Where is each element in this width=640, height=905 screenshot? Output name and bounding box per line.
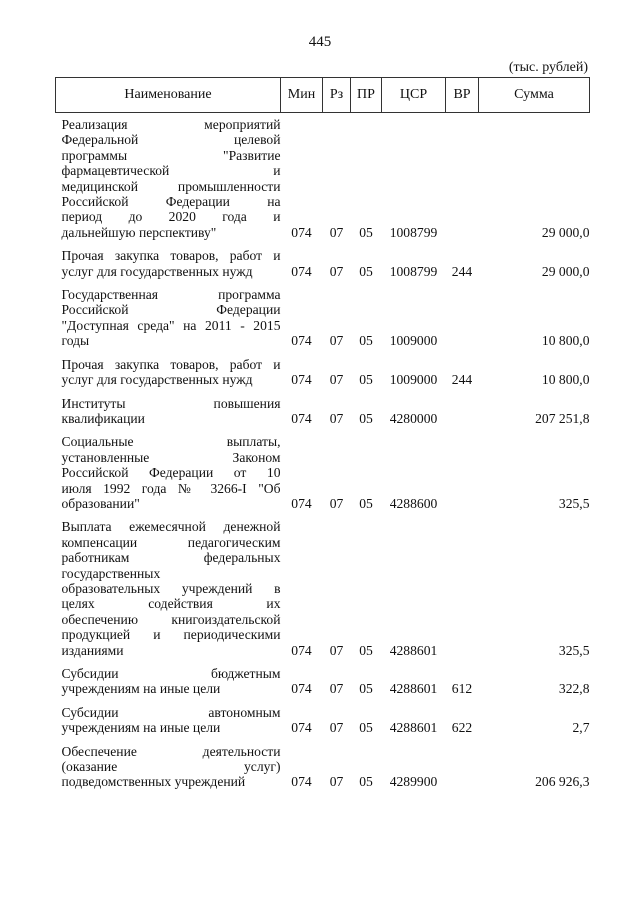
- row-rz: 07: [329, 410, 344, 426]
- row-name-line: образовательных учреждений в: [61, 580, 281, 596]
- table-header-row: [56, 78, 590, 113]
- header-rz: Рз: [323, 78, 351, 113]
- table-row: [56, 113, 590, 249]
- row-rz: 07: [329, 372, 344, 388]
- row-pr: 05: [359, 774, 373, 790]
- table-row: [56, 666, 590, 705]
- row-name: [56, 396, 281, 435]
- row-name-line: Социальные выплаты,: [61, 434, 281, 450]
- row-name-line: Государственная программа: [61, 287, 281, 303]
- budget-table: [55, 77, 590, 798]
- row-name-line: период до 2020 года и: [61, 209, 281, 225]
- row-name-line: подведомственных учреждений: [61, 774, 246, 790]
- row-name-line: компенсации педагогическим: [61, 534, 281, 550]
- row-min: 074: [291, 333, 312, 349]
- row-csr: 4280000: [389, 410, 438, 426]
- row-name-line: изданиями: [61, 642, 124, 658]
- row-sum: 325,5: [558, 642, 590, 658]
- row-sum: 2,7: [572, 720, 590, 736]
- row-pr: 05: [359, 495, 373, 511]
- row-name: [56, 357, 281, 396]
- row-csr: 1009000: [389, 372, 438, 388]
- row-name-line: Прочая закупка товаров, работ и: [61, 248, 281, 264]
- row-pr: 05: [359, 410, 373, 426]
- row-name-line: Субсидии автономным: [61, 704, 281, 720]
- row-name: [56, 744, 281, 798]
- row-sum: 29 000,0: [541, 263, 590, 279]
- row-pr: 05: [359, 642, 373, 658]
- row-name-line: программы "Развитие: [61, 147, 281, 163]
- row-min: 074: [291, 372, 312, 388]
- table-row: [56, 434, 590, 519]
- row-sum: 206 926,3: [535, 774, 590, 790]
- row-vr: 612: [451, 681, 473, 697]
- row-name-line: образовании": [61, 495, 140, 511]
- row-pr: 05: [359, 372, 373, 388]
- row-name: [56, 666, 281, 705]
- row-csr: 4289900: [389, 774, 438, 790]
- row-name-line: Реализация мероприятий: [61, 117, 281, 132]
- row-name-line: услуг для государственных нужд: [61, 263, 253, 279]
- row-sum: 207 251,8: [535, 410, 590, 426]
- row-sum: 322,8: [558, 681, 590, 697]
- row-name-line: Выплата ежемесячной денежной: [61, 519, 281, 535]
- row-sum: 10 800,0: [541, 333, 590, 349]
- row-min: 074: [291, 720, 312, 736]
- row-rz: 07: [329, 263, 344, 279]
- row-name-line: государственных: [61, 565, 161, 581]
- page-number: 445: [308, 34, 332, 50]
- row-name-line: Субсидии бюджетным: [61, 666, 281, 681]
- row-name-line: Прочая закупка товаров, работ и: [61, 356, 281, 372]
- row-name-line: квалификации: [61, 410, 145, 426]
- table-row: [56, 396, 590, 435]
- row-pr: 05: [359, 681, 373, 697]
- row-sum: 29 000,0: [541, 224, 590, 240]
- row-name-line: дальнейшую перспективу": [61, 224, 217, 240]
- row-min: 074: [291, 224, 312, 240]
- row-name-line: услуг для государственных нужд: [61, 372, 253, 388]
- table-row: [56, 248, 590, 287]
- row-sum: 10 800,0: [541, 372, 590, 388]
- header-name: Наименование: [56, 78, 281, 113]
- row-csr: 1009000: [389, 333, 438, 349]
- row-csr: 4288600: [389, 495, 438, 511]
- row-csr: 4288601: [389, 720, 438, 736]
- row-name-line: фармацевтической и: [61, 163, 281, 179]
- row-name: [56, 519, 281, 666]
- header-vr: ВР: [446, 78, 479, 113]
- row-name-line: учреждениям на иные цели: [61, 720, 221, 736]
- header-pr: ПР: [351, 78, 382, 113]
- row-vr: [446, 396, 479, 435]
- row-pr: 05: [359, 720, 373, 736]
- row-rz: 07: [329, 495, 344, 511]
- row-sum: 325,5: [558, 495, 590, 511]
- row-name-line: Федеральной целевой: [61, 132, 281, 148]
- table-row: [56, 744, 590, 798]
- row-pr: 05: [359, 263, 373, 279]
- row-min: 074: [291, 774, 312, 790]
- row-pr: 05: [359, 333, 373, 349]
- row-csr: 1008799: [389, 263, 438, 279]
- row-name-line: июля 1992 года № 3266-I "Об: [61, 480, 281, 496]
- row-rz: 07: [329, 681, 344, 697]
- row-csr: 4288601: [389, 642, 438, 658]
- row-name-line: медицинской промышленности: [61, 178, 281, 194]
- row-name-line: Российской Федерации: [61, 302, 281, 318]
- row-name-line: Обеспечение деятельности: [61, 743, 281, 759]
- row-vr: [446, 744, 479, 798]
- table-row: [56, 519, 590, 666]
- row-name-line: обеспечению книгоиздательской: [61, 611, 281, 627]
- row-name-line: учреждениям на иные цели: [61, 681, 221, 697]
- row-name: [56, 113, 281, 249]
- row-name-line: (оказание услуг): [61, 759, 281, 775]
- row-name-line: целях содействия их: [61, 596, 281, 612]
- table-row: [56, 705, 590, 744]
- row-rz: 07: [329, 224, 344, 240]
- row-vr: 244: [451, 372, 473, 388]
- table-row: [56, 287, 590, 357]
- row-name-line: продукцией и периодическими: [61, 627, 281, 643]
- table-row: [56, 357, 590, 396]
- row-name-line: установленные Законом: [61, 449, 281, 465]
- row-vr: [446, 434, 479, 519]
- units-label: (тыс. рублей): [508, 60, 588, 75]
- row-vr: 244: [451, 263, 473, 279]
- row-pr: 05: [359, 224, 373, 240]
- header-min: Мин: [281, 78, 323, 113]
- header-csr: ЦСР: [382, 78, 446, 113]
- row-name: [56, 248, 281, 287]
- row-name-line: работникам федеральных: [61, 550, 281, 566]
- row-name: [56, 434, 281, 519]
- row-rz: 07: [329, 774, 344, 790]
- row-min: 074: [291, 495, 312, 511]
- row-vr: [446, 519, 479, 666]
- row-rz: 07: [329, 333, 344, 349]
- table-body: [56, 113, 590, 798]
- row-min: 074: [291, 410, 312, 426]
- row-min: 074: [291, 681, 312, 697]
- row-min: 074: [291, 263, 312, 279]
- row-vr: [446, 287, 479, 357]
- row-csr: 1008799: [389, 224, 438, 240]
- row-vr: [446, 113, 479, 249]
- row-name-line: "Доступная среда" на 2011 - 2015: [61, 317, 281, 333]
- row-csr: 4288601: [389, 681, 438, 697]
- row-rz: 07: [329, 720, 344, 736]
- row-name: [56, 705, 281, 744]
- row-name-line: Российской Федерации от 10: [61, 465, 281, 481]
- row-rz: 07: [329, 642, 344, 658]
- row-name: [56, 287, 281, 357]
- row-vr: 622: [451, 720, 473, 736]
- row-name-line: годы: [61, 333, 90, 349]
- header-sum: Сумма: [479, 78, 590, 113]
- row-min: 074: [291, 642, 312, 658]
- row-name-line: Российской Федерации на: [61, 194, 281, 210]
- row-name-line: Институты повышения: [61, 395, 281, 411]
